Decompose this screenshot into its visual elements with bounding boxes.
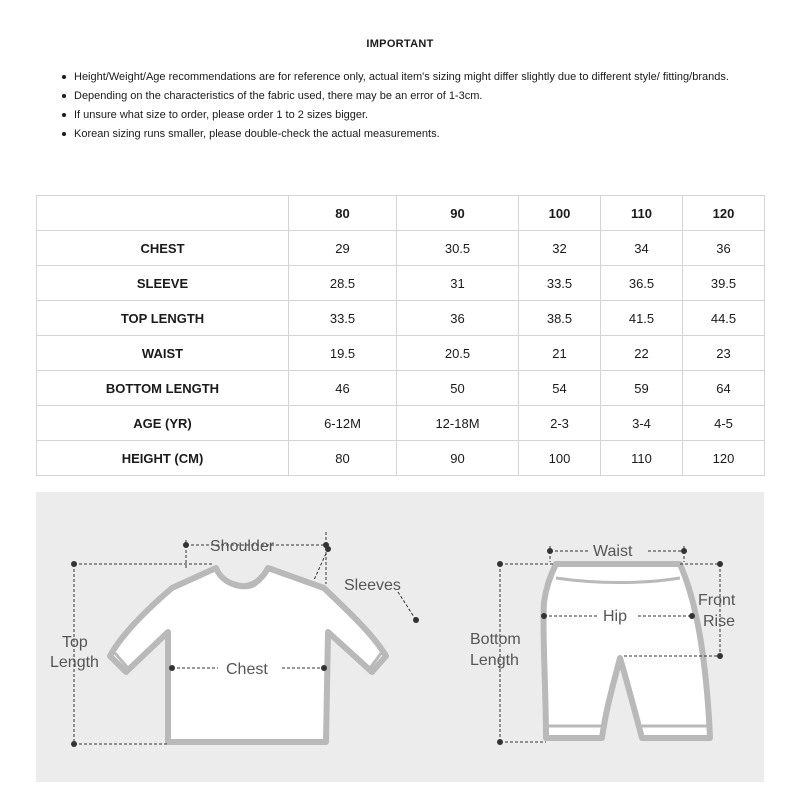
marker-dot	[689, 613, 695, 619]
marker-dot	[321, 665, 327, 671]
front-rise-label-line1: Front	[698, 592, 736, 609]
bottom-length-label-line1: Bottom	[470, 631, 521, 648]
table-cell: 39.5	[683, 266, 765, 301]
front-rise-label-line2: Rise	[703, 613, 736, 630]
notice-item: Korean sizing runs smaller, please double-check the actual measurements.	[62, 125, 762, 144]
marker-dot	[497, 739, 503, 745]
row-label: BOTTOM LENGTH	[37, 371, 289, 406]
table-cell: 28.5	[289, 266, 397, 301]
waist-label: Waist	[593, 543, 633, 560]
shoulder-label: Shoulder	[210, 538, 275, 555]
sleeves-label: Sleeves	[344, 577, 401, 594]
table-cell: 4-5	[683, 406, 765, 441]
table-cell: 29	[289, 231, 397, 266]
table-cell: 19.5	[289, 336, 397, 371]
size-header: 80	[289, 196, 397, 231]
size-header: 120	[683, 196, 765, 231]
measurement-illustration	[36, 492, 764, 782]
table-cell: 6-12M	[289, 406, 397, 441]
top-garment	[110, 568, 386, 742]
table-cell: 36	[683, 231, 765, 266]
table-cell: 22	[601, 336, 683, 371]
chest-label: Chest	[226, 661, 268, 678]
marker-dot	[547, 548, 553, 554]
table-cell: 54	[519, 371, 601, 406]
table-cell: 38.5	[519, 301, 601, 336]
marker-dot	[497, 561, 503, 567]
table-cell: 20.5	[397, 336, 519, 371]
table-cell: 46	[289, 371, 397, 406]
size-header: 100	[519, 196, 601, 231]
table-cell: 100	[519, 441, 601, 476]
table-cell: 41.5	[601, 301, 683, 336]
table-row	[37, 371, 765, 406]
table-cell: 33.5	[289, 301, 397, 336]
row-label: AGE (YR)	[37, 406, 289, 441]
table-row	[37, 441, 765, 476]
bottom-length-label-line2: Length	[470, 652, 519, 669]
size-header: 110	[601, 196, 683, 231]
table-cell: 110	[601, 441, 683, 476]
table-cell: 33.5	[519, 266, 601, 301]
marker-dot	[169, 665, 175, 671]
row-label: HEIGHT (CM)	[37, 441, 289, 476]
sleeve-line-lower	[398, 592, 416, 620]
table-row	[37, 231, 765, 266]
table-row	[37, 301, 765, 336]
row-label: SLEEVE	[37, 266, 289, 301]
marker-dot	[71, 561, 77, 567]
table-cell: 34	[601, 231, 683, 266]
bottom-garment-outline	[543, 564, 710, 738]
table-row	[37, 336, 765, 371]
table-cell: 23	[683, 336, 765, 371]
notice-title: IMPORTANT	[366, 38, 434, 50]
top-length-label-line1: Top	[62, 634, 88, 651]
marker-dot	[325, 546, 331, 552]
table-row	[37, 266, 765, 301]
notice-item: If unsure what size to order, please order 1 to 2 sizes bigger.	[62, 106, 762, 125]
table-cell: 32	[519, 231, 601, 266]
notice-list	[62, 68, 762, 144]
row-label: TOP LENGTH	[37, 301, 289, 336]
top-garment-outline	[110, 568, 386, 742]
marker-dot	[413, 617, 419, 623]
size-chart-table	[36, 195, 765, 476]
table-cell: 50	[397, 371, 519, 406]
size-header: 90	[397, 196, 519, 231]
table-cell: 64	[683, 371, 765, 406]
table-cell: 2-3	[519, 406, 601, 441]
table-cell: 36	[397, 301, 519, 336]
table-cell: 21	[519, 336, 601, 371]
table-cell: 59	[601, 371, 683, 406]
marker-dot	[717, 561, 723, 567]
top-length-label-line2: Length	[50, 654, 99, 671]
table-cell: 44.5	[683, 301, 765, 336]
table-cell: 36.5	[601, 266, 683, 301]
hip-label: Hip	[603, 608, 628, 625]
bottom-garment	[543, 564, 710, 738]
table-row	[37, 406, 765, 441]
marker-dot	[183, 542, 189, 548]
table-cell: 120	[683, 441, 765, 476]
notice-item: Depending on the characteristics of the fabric used, there may be an error of 1-3cm.	[62, 87, 762, 106]
table-cell: 90	[397, 441, 519, 476]
table-cell: 31	[397, 266, 519, 301]
table-cell: 3-4	[601, 406, 683, 441]
table-cell: 80	[289, 441, 397, 476]
marker-dot	[541, 613, 547, 619]
marker-dot	[681, 548, 687, 554]
corner-cell	[37, 196, 289, 231]
marker-dot	[717, 653, 723, 659]
row-label: CHEST	[37, 231, 289, 266]
row-label: WAIST	[37, 336, 289, 371]
size-header-row	[37, 196, 765, 231]
measurement-diagram	[36, 492, 764, 782]
notice-item: Height/Weight/Age recommendations are for reference only, actual item's sizing might differ slightly due to different style/ fitting/brands.	[62, 68, 762, 87]
table-cell: 12-18M	[397, 406, 519, 441]
marker-dot	[71, 741, 77, 747]
table-cell: 30.5	[397, 231, 519, 266]
